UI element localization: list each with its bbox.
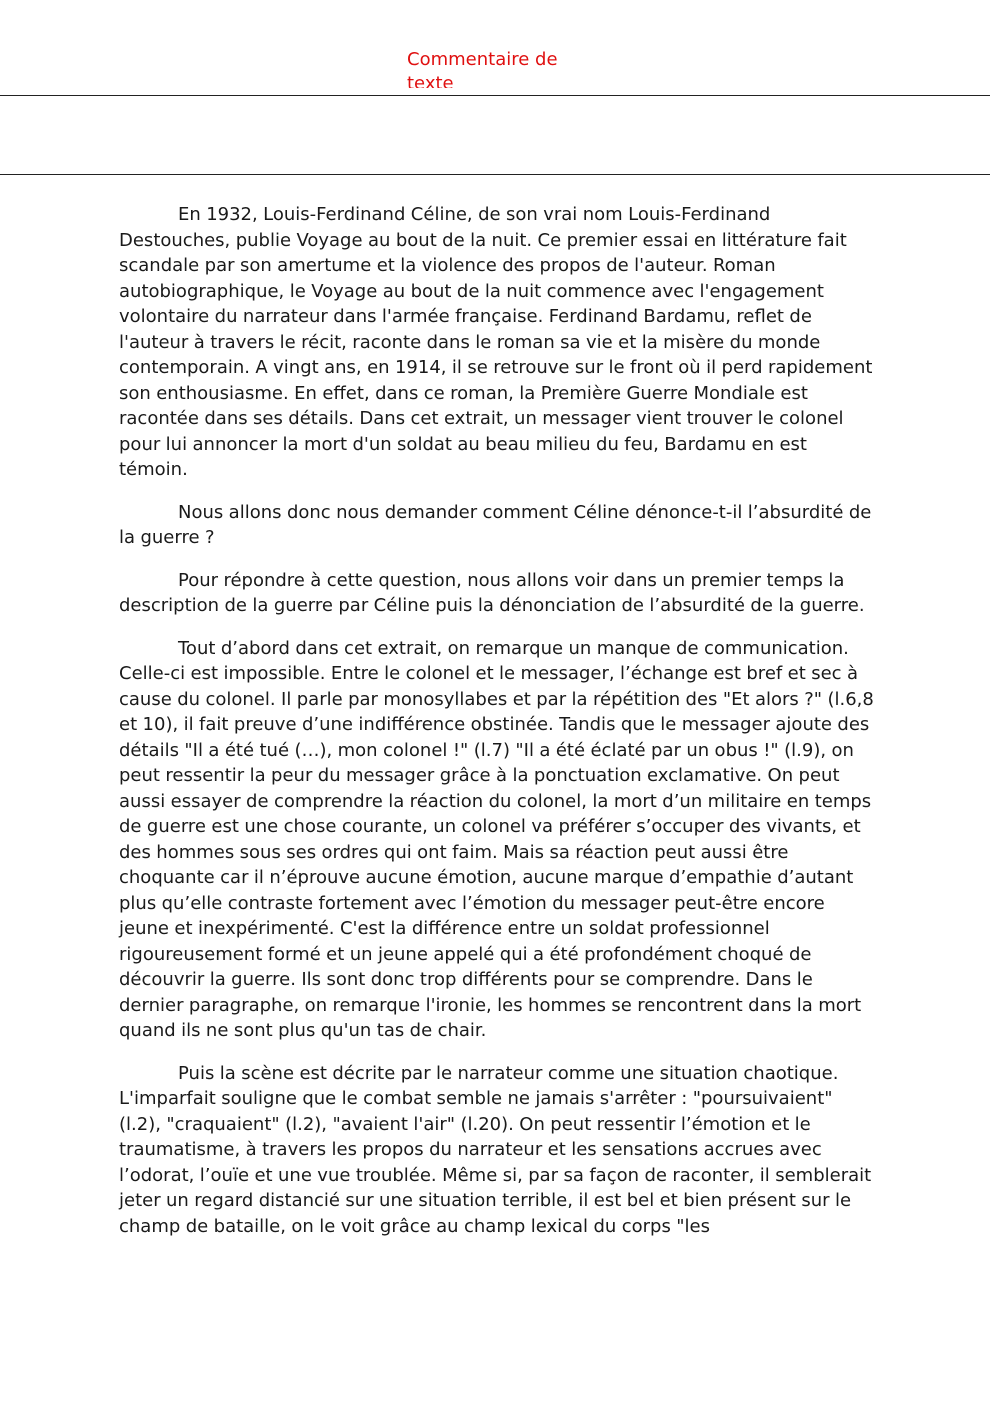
paragraph-communication: Tout d’abord dans cet extrait, on remarque un manque de communication. Celle-ci est impossible. Entre le colonel et le messager, l’échange est bref et sec à cause du colonel. Il parle par monosyllabes et par la répétition des "Et alors ?" (l.6,8 et 10), il fait preuve d’une indifférence obstinée. Tandis que le messager ajoute des détails "Il a été tué (…), mon colonel !" (l.7) "Il a été éclaté par un obus !" (l.9), on peut ressentir la peur du messager grâce à la ponctuation exclamative. On peut aussi essayer de comprendre la réaction du colonel, la mort d’un militaire en temps de guerre est une chose courante, un colonel va préférer s’occuper des vivants, et des hommes sous ses ordres qui ont faim. Mais sa réaction peut aussi être choquante car il n’éprouve aucune émotion, aucune marque d’empathie d’autant plus qu’elle contraste fortement avec l’émotion du messager peut-être encore jeune et inexpérimenté. C'est la différence entre un soldat professionnel rigoureusement formé et un jeune appelé qui a été profondément choqué de découvrir la guerre. Ils sont donc trop différents pour se comprendre. Dans le dernier paragraphe, on remarque l'ironie, les hommes se rencontrent dans la mort quand ils ne sont plus qu'un tas de chair. [119, 637, 874, 1041]
paragraph-problematique: Nous allons donc nous demander comment Céline dénonce-t-il l’absurdité de la guerre ? [119, 501, 872, 548]
header-title: Commentaire de texte [407, 49, 558, 88]
header-bottom-rule [0, 174, 990, 175]
header-top-rule [0, 95, 990, 96]
paragraph-introduction: En 1932, Louis-Ferdinand Céline, de son vrai nom Louis-Ferdinand Destouches, publie Voyage au bout de la nuit. Ce premier essai en littérature fait scandale par son amertume et la violence des propos de l'auteur. Roman autobiographique, le Voyage au bout de la nuit commence avec l'engagement volontaire du narrateur dans l'armée française. Ferdinand Bardamu, reflet de l'auteur à travers le récit, raconte dans le roman sa vie et la misère du monde contemporain. A vingt ans, en 1914, il se retrouve sur le front où il perd rapidement son enthousiasme. En effet, dans ce roman, la Première Guerre Mondiale est racontée dans ses détails. Dans cet extrait, un messager vient trouver le colonel pour lui annoncer la mort d'un soldat au beau milieu du feu, Bardamu en est témoin. [119, 204, 873, 480]
paragraph-scene-chaotique: Puis la scène est décrite par le narrateur comme une situation chaotique. L'imparfait souligne que le combat semble ne jamais s'arrêter : "poursuivaient" (l.2), "craquaient" (l.2), "avaient l'air" (l.20). On peut ressentir l’émotion et le traumatisme, à travers les propos du narrateur et les sensations accrues avec l’odorat, l’ouïe et une vue troublée. Même si, par sa façon de raconter, il semblerait jeter un regard distancié sur une situation terrible, il est bel et bien présent sur le champ de bataille, on le voit grâce au champ lexical du corps "les [119, 1062, 872, 1237]
paragraph-annonce-plan: Pour répondre à cette question, nous allons voir dans un premier temps la description de la guerre par Céline puis la dénonciation de l’absurdité de la guerre. [119, 569, 865, 616]
document-body [119, 202, 876, 1256]
